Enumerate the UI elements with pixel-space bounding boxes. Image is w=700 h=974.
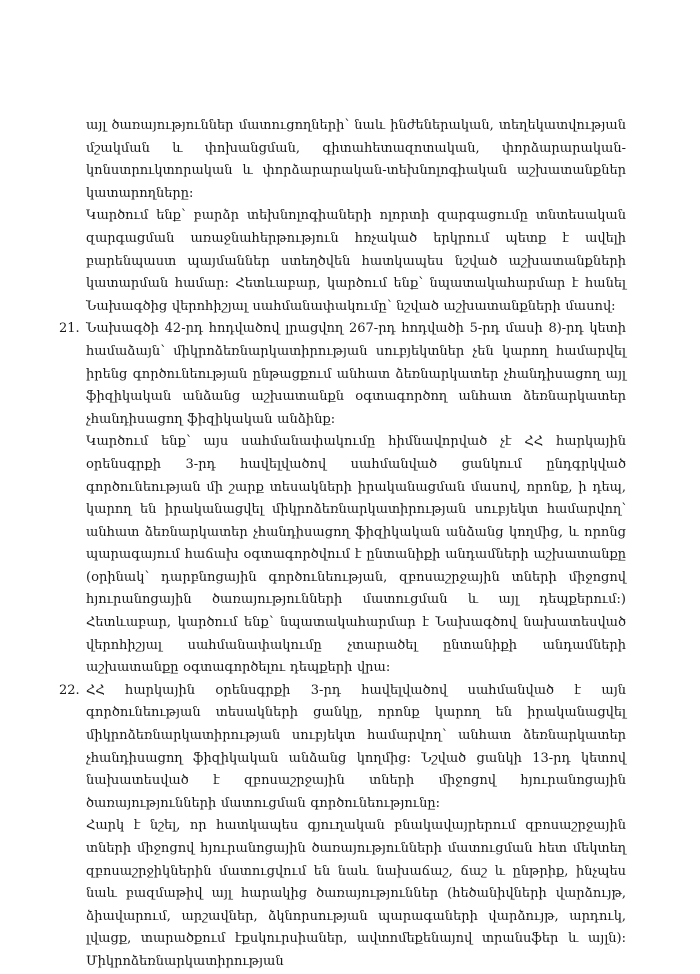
paragraph-item-22: ՀՀ հարկային օրենսգրքի 3-րդ հավելվածով սահմանված է այն գործունեության տեսակների ցանկը, որոնք կարող են իրականացվել միկրոձեռնարկատիրության սուբյեկտ համարվող՝ անհատ ձեռնարկատեր չհանդիսացող ֆիզիկական անձանց կողմից: Նշված ցանկի 13-րդ կետով նախատեսված է զբոսաշրջային տների միջոցով հյուրանոցային ծառայությունների մատուցման գործունեությունը:	[86, 682, 626, 811]
list-item-21	[59, 318, 626, 431]
item-number: 21.	[59, 321, 80, 337]
document-body	[59, 115, 626, 974]
paragraph-continuation: այլ ծառայություններ մատուցողների՝ նաև ինժեներական, տեղեկատվության մշակման և փոխանցման, գիտահետազոտական, փորձարարական-կոնստրուկտորական և փորձարարական-տեխնոլոգիական աշխատանքներ կատարողները:	[86, 118, 626, 201]
paragraph-item-21: Նախագծի 42-րդ հոդվածով լրացվող 267-րդ հոդվածի 5-րդ մասի 8)-րդ կետի համաձայն՝ միկրոձեռնարկատիրության սուբյեկտներ չեն կարող համարվել իրենց գործունեության ընթացքում անհատ ձեռնարկատեր չհանդիսացող այլ ֆիզիկական անձանց աշխատանքն օգտագործող անհատ ձեռնարկատեր չհանդիսացող ֆիզիկական անձինք:	[86, 321, 626, 427]
item-number: 22.	[59, 682, 80, 698]
paragraph-tourism-services: Հարկ է նշել, որ հատկապես գյուղական բնակավայրերում զբոսաշրջային տների միջոցով հյուրանոցային ծառայությունների մատուցման հետ մեկտեղ զբոսաշրջիկներին մատուցվում են նաև նախաճաշ, ճաշ և ընթրիք, ինչպես նաև բազմաթիվ այլ հարակից ծառայություններ (հեծանիվների վարձույթ, ձիավարում, արշավներ, ձկնորսության պարագաների վարձույթ, արդուկ, լվացք, տարածքում էքսկուրսիաներ, ավտոմեքենայով տրանսֆեր և այլն): Միկրոձեռնարկատիրության	[86, 818, 626, 969]
paragraph-opinion-family-labor: Կարծում ենք՝ այս սահմանափակումը հիմնավորված չէ ՀՀ հարկային օրենսգրքի 3-րդ հավելվածով սահմանված ցանկում ընդգրկված գործունեության մի շարք տեսակների իրականացման մասով, որոնք, ի դեպ, կարող են իրականացվել միկրոձեռնարկատիրության սուբյեկտ համարվող՝ անհատ ձեռնարկատեր չհանդիսացող ֆիզիկական անձանց կողմից, և որոնց պարագայում հաճախ օգտագործվում է ընտանիքի անդամների աշխատանքը (օրինակ՝ դարբնոցային գործունեության, զբոսաշրջային տների միջոցով հյուրանոցային ծառայությունների մատուցման և այլ դեպքերում:) Հետևաբար, կարծում ենք՝ նպատակահարմար է Նախագծով նախատեսված վերոհիշյալ սահմանափակումը չտարածել ընտանիքի անդամների աշխատանքը օգտագործելու դեպքերի վրա:	[86, 434, 626, 676]
paragraph-opinion-high-tech: Կարծում ենք՝ բարձր տեխնոլոգիաների ոլորտի զարգացումը տնտեսական զարգացման առաջնահերթություն հռչակած երկրում պետք է ավելի բարենպաստ պայմաններ ստեղծվեն հատկապես նշված աշխատանքների կատարման համար: Հետևաբար, կարծում ենք՝ նպատակահարմար է հանել Նախագծից վերոհիշյալ սահմանափակումը՝ նշված աշխատանքների մասով:	[86, 208, 626, 314]
list-item-22	[59, 680, 626, 816]
